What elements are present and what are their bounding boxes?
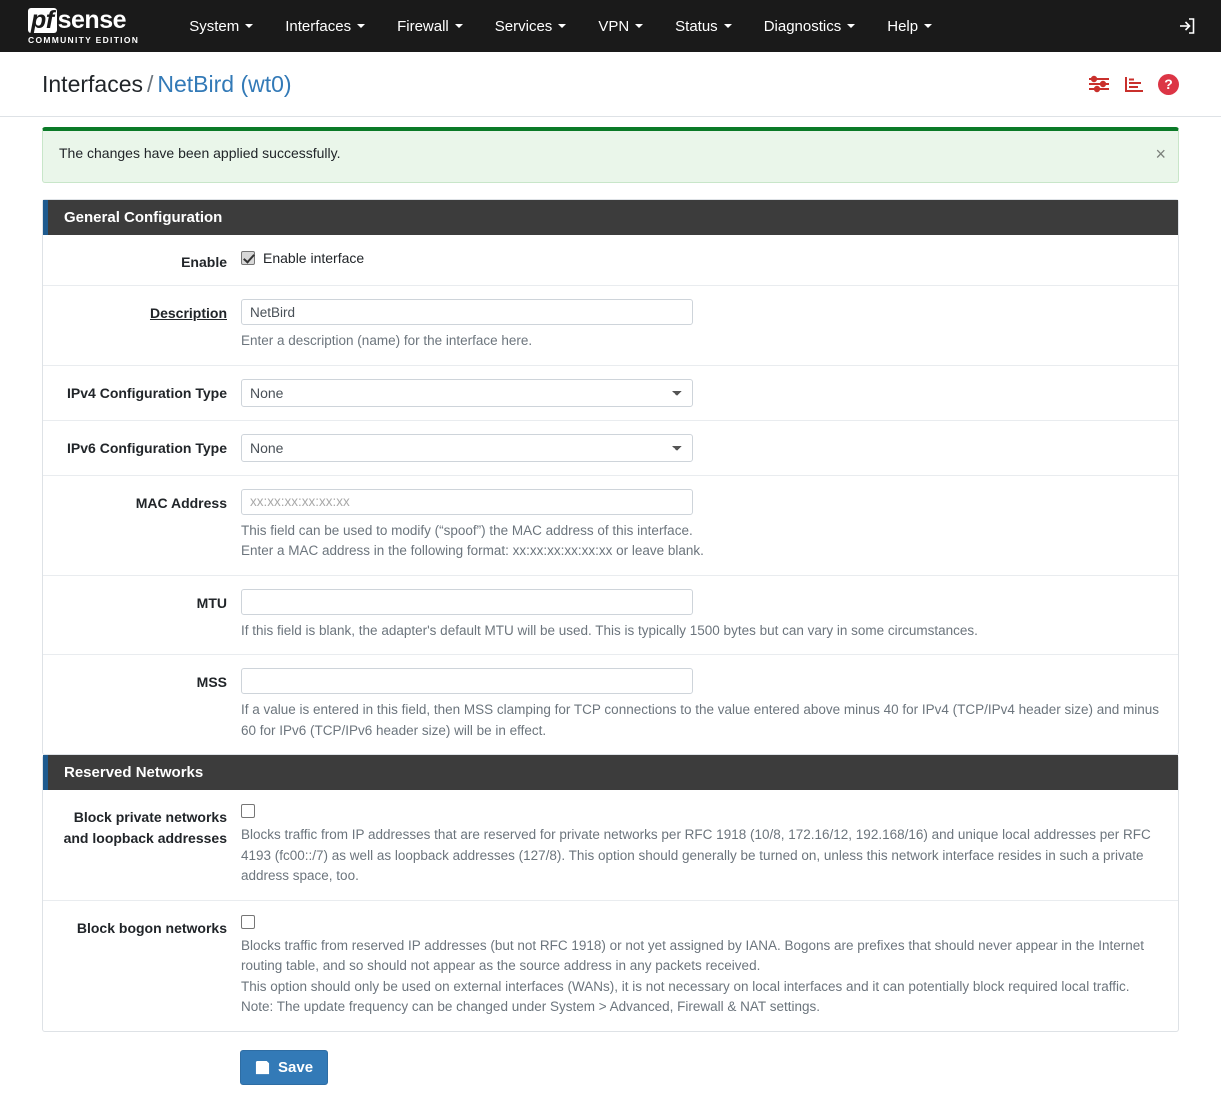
field-ipv4-type xyxy=(241,379,1178,407)
mac-address-input[interactable] xyxy=(241,489,693,515)
brand-logo[interactable] xyxy=(28,5,140,45)
close-icon[interactable]: × xyxy=(1155,144,1166,164)
chevron-down-icon xyxy=(724,24,732,28)
chart-bars-icon[interactable] xyxy=(1124,75,1144,93)
help-mac-address xyxy=(241,521,1162,562)
help-icon[interactable]: ? xyxy=(1158,74,1179,95)
nav-menu xyxy=(173,10,1171,43)
panel-body-reserved xyxy=(43,790,1178,1031)
label-block-private-line1: Block private networks xyxy=(73,809,227,826)
main-content xyxy=(0,183,1221,1032)
chevron-down-icon xyxy=(635,24,643,28)
block-bogon-networks-checkbox[interactable] xyxy=(241,915,255,929)
row-mac-address xyxy=(43,476,1178,576)
help-mac-line1: This field can be used to modify (“spoof”) the MAC address of this interface. xyxy=(241,522,693,538)
brand-sense: sense xyxy=(57,5,126,34)
enable-interface-label: Enable interface xyxy=(263,250,365,266)
row-block-private xyxy=(43,790,1178,901)
nav-item-services[interactable] xyxy=(479,10,583,43)
sliders-icon[interactable] xyxy=(1088,75,1110,93)
logout-icon[interactable] xyxy=(1171,12,1203,40)
mtu-input[interactable] xyxy=(241,589,693,615)
label-block-private xyxy=(43,803,241,887)
breadcrumb-current: NetBird (wt0) xyxy=(157,70,292,97)
block-private-networks-checkbox[interactable] xyxy=(241,804,255,818)
panel-general-configuration xyxy=(42,199,1179,755)
chevron-down-icon xyxy=(558,24,566,28)
label-mtu: MTU xyxy=(196,594,227,611)
help-mac-line2: Enter a MAC address in the following format: xx:xx:xx:xx:xx:xx or leave blank. xyxy=(241,543,704,559)
help-bogon-line1: Blocks traffic from reserved IP addresses (but not RFC 1918) or not yet assigned by IANA. Bogons are prefixes that should never appear in the Internet routing table, and so should not appear as the source address in any packets received. xyxy=(241,937,1144,974)
field-mtu xyxy=(241,589,1178,642)
label-block-private-line2: and loopback addresses xyxy=(63,829,227,846)
field-ipv6-type xyxy=(241,434,1178,462)
breadcrumb xyxy=(42,71,1088,98)
success-alert xyxy=(42,127,1179,183)
enable-interface-checkbox[interactable] xyxy=(241,251,255,265)
help-bogon-line3: Note: The update frequency can be changed under System > Advanced, Firewall & NAT settings. xyxy=(241,999,820,1015)
alert-container xyxy=(0,117,1221,183)
nav-label-interfaces: Interfaces xyxy=(285,17,352,35)
field-block-bogon xyxy=(241,914,1178,1018)
breadcrumb-separator: / xyxy=(147,70,154,97)
label-ipv6-type: IPv6 Configuration Type xyxy=(67,439,227,456)
description-input[interactable] xyxy=(241,299,693,325)
help-mss: If a value is entered in this field, then MSS clamping for TCP connections to the value entered above minus 40 for IPv4 (TCP/IPv4 header size) and minus 60 for IPv6 (TCP/IPv6 header size) will be in effect. xyxy=(241,702,1159,738)
label-mss: MSS xyxy=(196,674,227,691)
help-description: Enter a description (name) for the interface here. xyxy=(241,333,533,349)
row-description xyxy=(43,286,1178,366)
alert-message: The changes have been applied successfully. xyxy=(59,145,341,161)
chevron-down-icon xyxy=(924,24,932,28)
field-description xyxy=(241,299,1178,352)
label-ipv4-type: IPv4 Configuration Type xyxy=(67,384,227,401)
label-enable: Enable xyxy=(181,254,227,270)
ipv6-config-type-select[interactable] xyxy=(241,434,693,462)
brand-logo-text xyxy=(28,5,139,34)
brand-subtitle: COMMUNITY EDITION xyxy=(28,34,140,45)
nav-item-system[interactable] xyxy=(173,10,269,43)
panel-body-general xyxy=(43,235,1178,754)
page-header xyxy=(0,52,1221,117)
nav-item-interfaces[interactable] xyxy=(269,10,381,43)
mss-input[interactable] xyxy=(241,668,693,694)
chevron-down-icon xyxy=(455,24,463,28)
help-bogon-line2: This option should only be used on external interfaces (WANs), it is not necessary on local interfaces and it can potentially block required local traffic. xyxy=(241,978,1130,994)
nav-label-help: Help xyxy=(887,17,919,35)
nav-label-system: System xyxy=(189,17,240,35)
nav-item-diagnostics[interactable] xyxy=(748,10,872,43)
save-button[interactable] xyxy=(240,1050,328,1085)
label-description[interactable]: Description xyxy=(149,305,227,322)
field-mac-address xyxy=(241,489,1178,562)
field-enable xyxy=(241,248,1178,272)
help-mtu: If this field is blank, the adapter's default MTU will be used. This is typically 1500 bytes but can vary in some circumstances. xyxy=(241,622,978,638)
row-mtu xyxy=(43,576,1178,656)
row-ipv6-type xyxy=(43,421,1178,476)
row-ipv4-type xyxy=(43,366,1178,421)
chevron-down-icon xyxy=(357,24,365,28)
nav-label-status: Status xyxy=(675,17,718,35)
nav-label-services: Services xyxy=(494,17,553,35)
row-mss xyxy=(43,655,1178,754)
breadcrumb-root[interactable]: Interfaces xyxy=(42,70,143,97)
row-block-bogon xyxy=(43,901,1178,1031)
label-block-bogon: Block bogon networks xyxy=(76,919,227,936)
panel-reserved-networks xyxy=(42,755,1179,1032)
save-button-label: Save xyxy=(278,1059,314,1076)
help-block-bogon xyxy=(241,936,1162,1018)
nav-item-help[interactable] xyxy=(871,10,948,43)
chevron-down-icon xyxy=(245,24,253,28)
save-icon xyxy=(255,1060,270,1075)
nav-label-firewall: Firewall xyxy=(397,17,449,35)
help-block-private: Blocks traffic from IP addresses that are reserved for private networks per RFC 1918 (10/8, 172.16/12, 192.168/16) and unique local addresses per RFC 4193 (fc00::/7) as well as loopback addresses (127/8). This option should generally be turned on, unless this network interface resides in such a private address space, too. xyxy=(241,827,1151,884)
nav-item-firewall[interactable] xyxy=(381,10,479,43)
nav-item-status[interactable] xyxy=(659,10,748,43)
field-block-private xyxy=(241,803,1178,887)
nav-item-vpn[interactable] xyxy=(582,10,659,43)
enable-interface-checkbox-group[interactable] xyxy=(241,248,1162,266)
field-mss xyxy=(241,668,1178,741)
header-icons xyxy=(1088,74,1179,95)
nav-label-diagnostics: Diagnostics xyxy=(763,17,842,35)
panel-title-reserved: Reserved Networks xyxy=(43,755,1178,790)
chevron-down-icon xyxy=(847,24,855,28)
panel-title-general: General Configuration xyxy=(43,200,1178,235)
main-navbar xyxy=(0,0,1221,52)
nav-label-vpn: VPN xyxy=(598,17,630,35)
brand-pf: pf xyxy=(28,8,57,33)
form-actions xyxy=(0,1032,1221,1113)
row-enable xyxy=(43,235,1178,286)
ipv4-config-type-select[interactable] xyxy=(241,379,693,407)
label-mac-address: MAC Address xyxy=(135,494,227,511)
